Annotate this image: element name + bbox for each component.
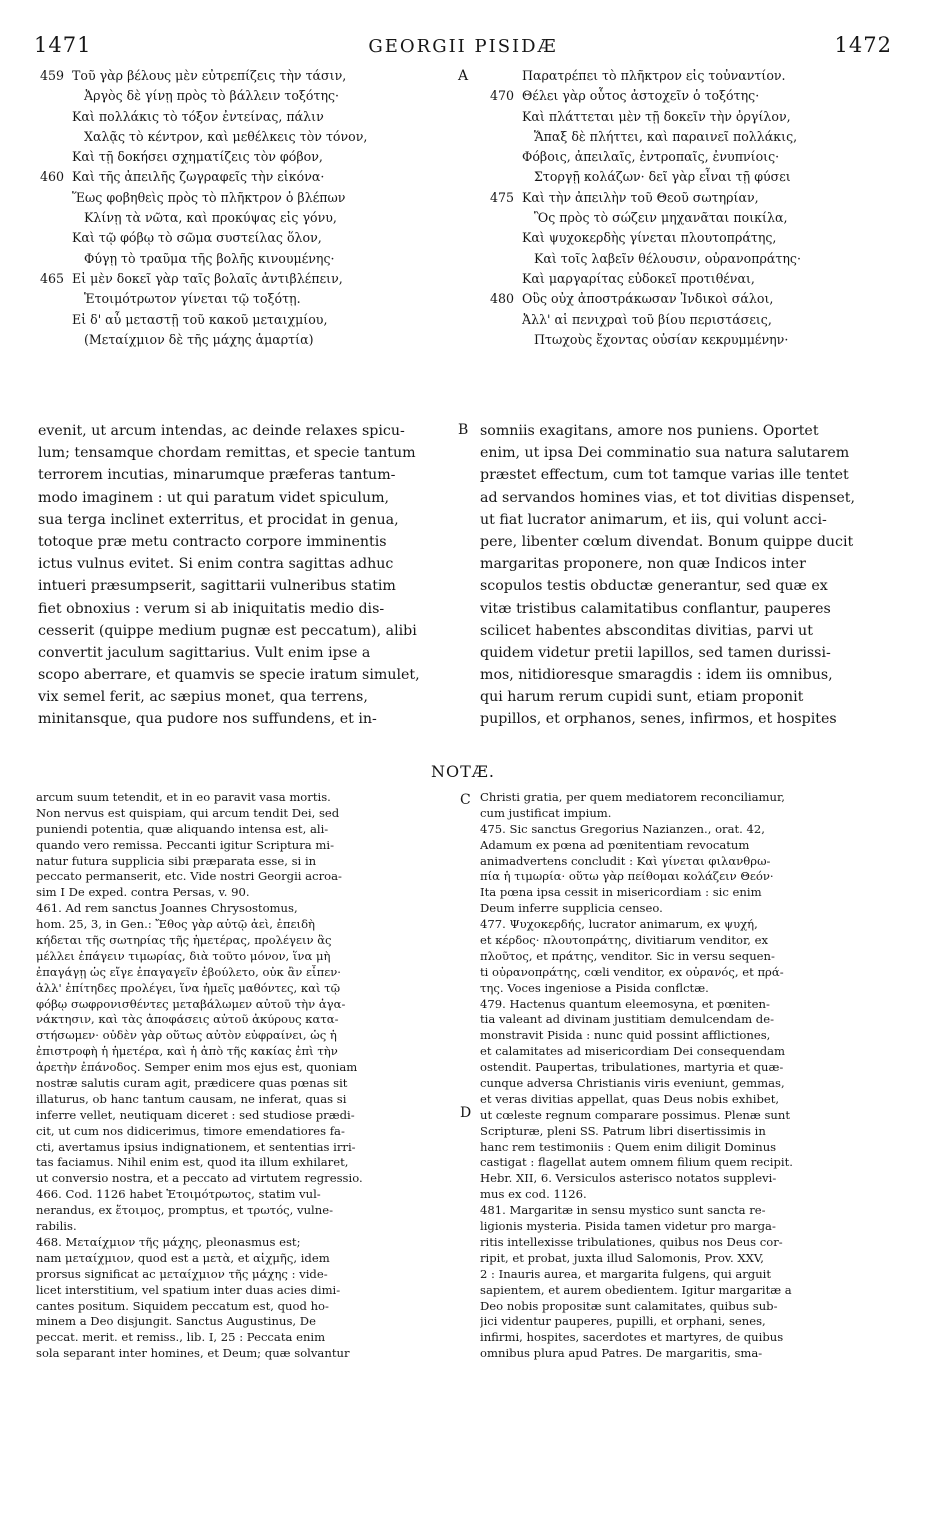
latin-line: scopulos testis obductæ generantur, sed quæ ex [480, 578, 828, 595]
note-line: peccat. merit. et remiss., lib. I, 25 : Peccata enim [36, 1330, 326, 1345]
verse-number: 465 [40, 270, 65, 286]
verse-line [490, 249, 890, 269]
verse-line [490, 310, 890, 330]
latin-line: quidem videtur pretii lapillos, sed tamen durissi- [480, 644, 831, 661]
note-line: hom. 25, 3, in Gen.: Ἔθος γὰρ αὐτῷ ἀεὶ, ἐπειδὴ [36, 917, 315, 932]
latin-line: scopo aberrare, et quamvis se specie iratum simulet, [38, 667, 420, 684]
note-line: puniendi potentia, quæ aliquando intensa est, ali- [36, 821, 329, 836]
latin-line: totoque præ metu contracto corpore imminentis [38, 533, 387, 550]
note-line: licet interstitium, vel spatium inter duas acies dimi- [36, 1282, 341, 1297]
note-line: κήδεται τῆς σωτηρίας τῆς ἡμετέρας, προλέγειν ἃς [36, 933, 332, 948]
note-line: 461. Ad rem sanctus Joannes Chrysostomus, [36, 901, 298, 916]
verse-line [40, 188, 460, 208]
note-line: Scripturæ, pleni SS. Patrum libri disertissimis in [480, 1123, 766, 1138]
verse-line [40, 107, 460, 127]
verse-text: Οὓς οὐχ ἀποστράκωσαν Ἰνδικοὶ σάλοι, [522, 291, 774, 307]
notes-right-column [480, 790, 894, 1362]
greek-verse-left-column [40, 66, 460, 350]
note-line: inferre vellet, neutiquam diceret : sed studiose prædi- [36, 1107, 355, 1122]
latin-line: vitæ tristibus calamitatibus conflantur, pauperes [480, 600, 831, 617]
note-line: στήσωμεν· οὐδὲν γὰρ οὕτως αὐτὸν εὐφραίνει, ὡς ἡ [36, 1028, 337, 1043]
note-line: Deum inferre supplicia censeo. [480, 901, 663, 916]
verse-text: Παρατρέπει τὸ πλῆκτρον εἰς τοὐναντίον. [522, 68, 786, 83]
running-title: GEORGII PISIDÆ [368, 36, 558, 57]
verse-text: Τοῦ γὰρ βέλους μὲν εὐτρεπίζεις τὴν τάσιν, [72, 68, 347, 83]
note-line: Ita pœna ipsa cessit in misericordiam : sic enim [480, 885, 762, 900]
verse-number: 475 [490, 189, 515, 205]
note-line: jici videntur pauperes, pupilli, et orphani, senes, [480, 1314, 766, 1329]
note-line: ut conversio nostra, et a peccato ad virtutem regressio. [36, 1171, 363, 1186]
note-line: illaturus, ob hanc tantum causam, ne inferat, quas si [36, 1091, 347, 1106]
latin-line: terrorem incutias, minarumque præferas tantum- [38, 467, 396, 484]
latin-line: modo imaginem : ut qui paratum videt spiculum, [38, 489, 390, 506]
note-line: φόβῳ σωφρονισθέντες μεταβάλωμεν αὐτοῦ τὴν ἀγα- [36, 996, 346, 1011]
verse-line [490, 289, 890, 309]
latin-line: convertit jaculum sagittarius. Vult enim ipse a [38, 644, 371, 661]
verse-text: Κλίνῃ τὰ νῶτα, καὶ προκύψας εἰς γόνυ, [84, 210, 337, 226]
verse-number: 459 [40, 68, 65, 83]
note-line: arcum suum tetendit, et in eo paravit vasa mortis. [36, 790, 331, 804]
verse-text: (Μεταίχμιον δὲ τῆς μάχης ἁμαρτία) [84, 331, 314, 347]
verse-text: Καὶ μαργαρίτας εὐδοκεῖ προτιθέναι, [522, 270, 755, 286]
latin-translation-left-column [38, 420, 452, 731]
verse-text: Χαλᾷς τὸ κέντρον, καὶ μεθέλκεις τὸν τόνον, [84, 128, 368, 144]
note-line: castigat : flagellat autem omnem filium quem recipit. [480, 1155, 793, 1170]
verse-text: Ἀργὸς δὲ γίνῃ πρὸς τὸ βάλλειν τοξότης· [84, 88, 340, 104]
note-line: quando vero remissa. Peccanti igitur Scriptura mi- [36, 837, 335, 852]
verse-text: Ἑτοιμότρωτον γίνεται τῷ τοξότῃ. [84, 291, 301, 307]
verse-line [490, 86, 890, 106]
note-line: sola separant inter homines, et Deum; quæ solvantur [36, 1346, 350, 1361]
right-column-number: 1472 [834, 33, 892, 57]
verse-line [490, 330, 890, 350]
verse-number: 460 [40, 169, 65, 185]
verse-text: Ἕως φοβηθεὶς πρὸς τὸ πλῆκτρον ὁ βλέπων [72, 189, 346, 205]
verse-text: Θέλει γὰρ οὗτος ἀστοχεῖν ὁ τοξότης· [522, 88, 760, 104]
latin-line: fiet obnoxius : verum si ab iniquitatis medio dis- [38, 600, 385, 617]
verse-line [490, 228, 890, 248]
note-line: nam μεταίχμιον, quod est a μετὰ, et αἰχμῆς, idem [36, 1250, 330, 1265]
note-line: νάκτησιν, καὶ τὰς ἀποφάσεις αὐτοῦ ἀκύρους κατα- [36, 1012, 339, 1027]
note-line: ἐπιστροφὴ ἡ ἡμετέρα, καὶ ἡ ἀπὸ τῆς κακίας ἐπὶ τὴν [36, 1044, 338, 1059]
latin-translation-right-column [480, 420, 892, 731]
latin-line: pupillos, et orphanos, senes, infirmos, et hospites [480, 711, 837, 728]
note-line: infirmi, hospites, sacerdotes et martyres, de quibus [480, 1330, 784, 1345]
note-line: cit, ut cum nos didicerimus, timore emendatiores fa- [36, 1123, 345, 1138]
note-line: minem a Deo disjungit. Sanctus Augustinus, De [36, 1314, 316, 1329]
verse-text: Εἰ δ' αὖ μεταστῇ τοῦ κακοῦ μεταιχμίου, [72, 311, 328, 327]
verse-text: Πτωχοὺς ἔχοντας οὐσίαν κεκρυμμένην· [534, 331, 789, 347]
latin-line: lum; tensamque chordam remittas, et specie tantum [38, 445, 416, 462]
verse-text: Ἅπαξ δὲ πλήττει, καὶ παραινεῖ πολλάκις, [534, 128, 798, 144]
verse-line [40, 269, 460, 289]
note-line: 481. Margaritæ in sensu mystico sunt sancta re- [480, 1203, 766, 1218]
note-line: natur futura supplicia sibi præparata esse, si in [36, 853, 317, 868]
note-line: ἐπαγάγῃ ὡς εἴγε ἐπαγαγεῖν ἐβούλετο, οὐκ ἂν εἶπεν· [36, 964, 341, 979]
latin-line: enim, ut ipsa Dei comminatio sua natura salutarem [480, 445, 850, 462]
verse-line [40, 228, 460, 248]
note-line: cti, avertamus ipsius indignationem, et sententias irri- [36, 1139, 356, 1154]
verse-line [40, 330, 460, 350]
latin-line: præstet effectum, cum tot tamque varias ille tentet [480, 467, 849, 484]
note-line: ἀλλ' ἐπίτηδες προλέγει, ἵνα ἡμεῖς μαθόντες, καὶ τῷ [36, 980, 341, 995]
note-line: 466. Cod. 1126 habet Ἑτοιμότρωτος, statim vul- [36, 1187, 321, 1202]
verse-line [40, 127, 460, 147]
verse-text: Καὶ τῆς ἀπειλῆς ζωγραφεῖς τὴν εἰκόνα· [72, 169, 325, 185]
latin-line: evenit, ut arcum intendas, ac deinde relaxes spicu- [38, 423, 405, 439]
note-line: nostræ salutis curam agit, prædicere quas pœnas sit [36, 1076, 348, 1091]
verse-text: Καὶ τὴν ἀπειλὴν τοῦ Θεοῦ σωτηρίαν, [522, 189, 759, 205]
latin-line: cesserit (quippe medium pugnæ est peccatum), alibi [38, 622, 417, 639]
latin-line: minitansque, qua pudore nos suffundens, et in- [38, 711, 377, 728]
verse-line [490, 66, 890, 86]
note-line: et veras divitias appellat, quas Deus nobis exhibet, [480, 1091, 780, 1106]
note-line: Adamum ex pœna ad pœnitentiam revocatum [480, 837, 750, 852]
note-line: cum justificat impium. [480, 805, 612, 820]
latin-line: sua terga inclinet exterritus, et procidat in genua, [38, 511, 399, 528]
note-line: Christi gratia, per quem mediatorem reconciliamur, [480, 790, 785, 804]
verse-line [40, 147, 460, 167]
verse-number: 470 [490, 88, 515, 104]
notes-heading: NOTÆ. [431, 762, 495, 781]
note-line: ut cœleste regnum comparare possimus. Plenæ sunt [480, 1107, 791, 1122]
latin-line: intueri præsumpserit, sagittarii vulneribus statim [38, 578, 396, 595]
note-line: της. Voces ingeniose a Pisida conflctæ. [480, 980, 709, 995]
note-line: tas faciamus. Nihil enim est, quod ita illum exhilaret, [36, 1155, 349, 1170]
latin-line: ad servandos homines vias, et tot divitias dispenset, [480, 489, 855, 506]
verse-text: Ἀλλ' αἱ πενιχραὶ τοῦ βίου περιστάσεις, [522, 311, 772, 327]
note-line: ligionis mysteria. Pisida tamen videtur pro marga- [480, 1219, 776, 1234]
note-line: mus ex cod. 1126. [480, 1187, 587, 1202]
note-line: sim I De exped. contra Persas, v. 90. [36, 885, 250, 900]
section-marker-c: C [460, 792, 471, 808]
note-line: tia valeant ad divinam justitiam demulcendam de- [480, 1012, 775, 1027]
verse-line [490, 208, 890, 228]
note-line: ripit, et probat, juxta illud Salomonis, Prov. XXV, [480, 1250, 764, 1265]
verse-number: 480 [490, 291, 515, 307]
note-line: ritis intellexisse tribulationes, quibus nos Deus cor- [480, 1234, 783, 1249]
note-line: 479. Hactenus quantum eleemosyna, et pœniten- [480, 996, 770, 1011]
verse-line [490, 107, 890, 127]
note-line: Non nervus est quispiam, qui arcum tendit Dei, sed [36, 805, 340, 820]
verse-text: Καὶ τοῖς λαβεῖν θέλουσιν, οὐρανοπράτης· [534, 250, 801, 266]
verse-line [490, 167, 890, 187]
latin-line: ictus vulnus evitet. Si enim contra sagittas adhuc [38, 556, 394, 573]
verse-text: Καὶ πλάττεται μὲν τῇ δοκεῖν τὴν ὀργίλον, [522, 108, 791, 124]
note-line: rabilis. [36, 1219, 77, 1234]
verse-line [40, 66, 460, 86]
note-line: πλοῦτος, et πράτης, venditor. Sic in versu sequen- [480, 948, 775, 963]
note-line: 475. Sic sanctus Gregorius Nazianzen., orat. 42, [480, 821, 765, 836]
verse-text: Φόβοις, ἀπειλαῖς, ἐντροπαῖς, ἐνυπνίοις· [522, 149, 780, 165]
note-line: 2 : Inauris aurea, et margarita fulgens, qui arguit [480, 1266, 772, 1281]
note-line: hanc rem testimoniis : Quem enim diligit Dominus [480, 1139, 777, 1154]
note-line: ti οὐρανοπράτης, cœli venditor, ex οὐρανός, et πρά- [480, 964, 784, 979]
note-line: μέλλει ἐπάγειν τιμωρίας, διὰ τοῦτο μόνον, ἵνα μὴ [36, 948, 331, 963]
verse-text: Ὃς πρὸς τὸ σώζειν μηχανᾶται ποικίλα, [534, 210, 788, 226]
note-line: et κέρδος· πλουτοπράτης, divitiarum venditor, ex [480, 933, 769, 948]
verse-line [40, 86, 460, 106]
note-line: sapientem, et aurem obedientem. Igitur margaritæ a [480, 1282, 792, 1297]
verse-text: Φύγῃ τὸ τραῦμα τῆς βολῆς κινουμένης· [84, 250, 335, 266]
latin-line: pere, libenter cœlum divendat. Bonum quippe ducit [480, 533, 854, 550]
note-line: omnibus plura apud Patres. De margaritis, sma- [480, 1346, 763, 1361]
verse-line [490, 147, 890, 167]
note-line: animadvertens concludit : Καὶ γίνεται φιλανθρω- [480, 853, 771, 868]
section-marker-b: B [458, 422, 469, 438]
verse-text: Καὶ τῷ φόβῳ τὸ σῶμα συστείλας ὅλον, [72, 230, 322, 246]
latin-line: qui harum rerum cupidi sunt, etiam proponit [480, 689, 804, 706]
section-marker-d: D [460, 1105, 472, 1121]
latin-line: ut fiat lucrator animarum, et iis, qui volunt acci- [480, 511, 827, 528]
left-column-number: 1471 [34, 33, 92, 57]
verse-text: Καὶ πολλάκις τὸ τόξον ἐντείνας, πάλιν [72, 108, 324, 124]
note-line: 468. Μεταίχμιον τῆς μάχης, pleonasmus est; [36, 1234, 301, 1249]
note-line: ἀρετὴν ἐπάνοδος. Semper enim mos ejus est, quoniam [36, 1060, 358, 1075]
verse-text: Στοργῇ κολάζων· δεῖ γὰρ εἶναι τῇ φύσει [534, 169, 791, 185]
note-line: et calamitates ad misericordiam Dei consequendam [480, 1044, 786, 1059]
notes-left-column [36, 790, 456, 1362]
note-line: cantes positum. Siquidem peccatum est, quod ho- [36, 1298, 329, 1313]
verse-line [40, 208, 460, 228]
note-line: ostendit. Paupertas, tribulationes, martyria et quæ- [480, 1060, 784, 1075]
verse-line [40, 289, 460, 309]
note-line: cunque adversa Christianis viris eveniunt, gemmas, [480, 1076, 785, 1091]
verse-line [490, 127, 890, 147]
verse-line [40, 249, 460, 269]
latin-line: mos, nitidioresque smaragdis : idem iis omnibus, [480, 667, 833, 684]
verse-line [490, 188, 890, 208]
verse-text: Καὶ ψυχοκερδὴς γίνεται πλουτοπράτης, [522, 230, 777, 246]
note-line: monstravit Pisida : nunc quid possint afflictiones, [480, 1028, 771, 1043]
verse-line [40, 167, 460, 187]
latin-line: margaritas proponere, non quæ Indicos inter [480, 556, 806, 573]
note-line: peccato permanserit, etc. Vide nostri Georgii acroa- [36, 869, 342, 884]
latin-line: scilicet habentes absconditas divitias, parvi ut [480, 622, 813, 639]
verse-text: Εἰ μὲν δοκεῖ γὰρ ταῖς βολαῖς ἀντιβλέπειν, [72, 270, 343, 286]
verse-line [490, 269, 890, 289]
note-line: prorsus significat ac μεταίχμιον τῆς μάχης : vide- [36, 1266, 328, 1281]
note-line: nerandus, ex ἕτοιμος, promptus, et τρωτός, vulne- [36, 1203, 334, 1218]
note-line: Hebr. XII, 6. Versiculos asterisco notatos supplevi- [480, 1171, 777, 1186]
note-line: πία ἡ τιμωρία· οὕτω γὰρ πείθομαι κολάζειν Θεόν· [480, 869, 774, 884]
verse-line [40, 310, 460, 330]
greek-verse-right-column [490, 66, 890, 350]
note-line: Deo nobis propositæ sunt calamitates, quibus sub- [480, 1298, 778, 1313]
latin-line: vix semel ferit, ac sæpius monet, qua terrens, [38, 689, 368, 706]
section-marker-a: A [458, 68, 469, 84]
note-line: 477. Ψυχοκερδής, lucrator animarum, ex ψυχή, [480, 917, 758, 932]
verse-text: Καὶ τῇ δοκήσει σχηματίζεις τὸν φόβον, [72, 149, 323, 165]
latin-line: somniis exagitans, amore nos puniens. Oportet [480, 423, 819, 439]
